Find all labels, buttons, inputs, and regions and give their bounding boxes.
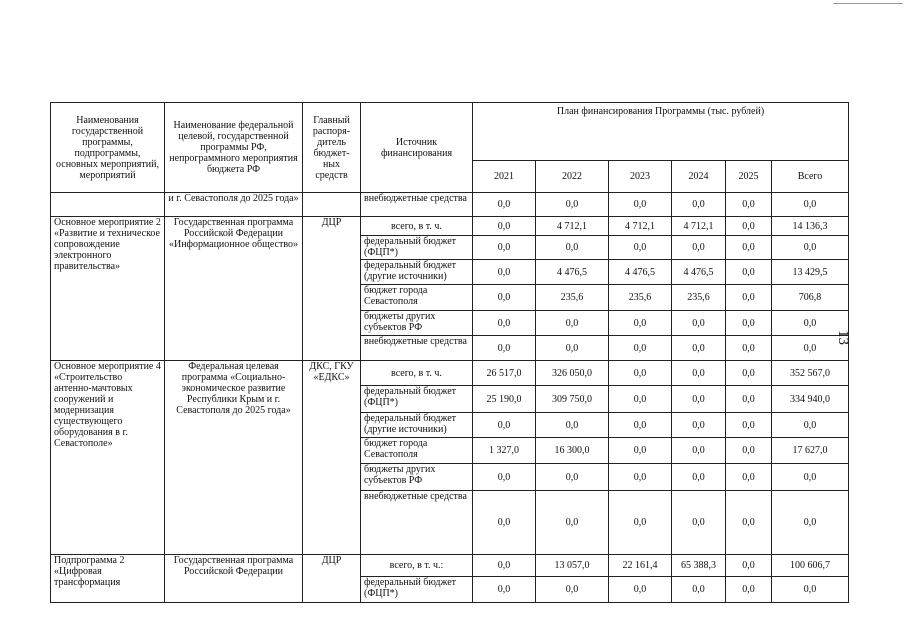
total-cell: 14 136,3 (772, 217, 849, 236)
total-cell: 0,0 (772, 336, 849, 361)
source-cell: внебюджетные средства (361, 336, 473, 361)
total-cell: 706,8 (772, 285, 849, 311)
value-cell: 0,0 (473, 464, 536, 491)
value-cell: 16 300,0 (536, 438, 609, 464)
value-cell: 0,0 (672, 413, 726, 438)
activity-name: Основное мероприятие 4 «Строительство антенно-мачтовых сооружений и модернизация существующего оборудования в г. Севастополе» (51, 361, 165, 555)
value-cell: 0,0 (672, 311, 726, 336)
source-cell: бюджет города Севастополя (361, 438, 473, 464)
value-cell: 0,0 (609, 438, 672, 464)
value-cell: 0,0 (726, 193, 772, 217)
value-cell: 13 057,0 (536, 555, 609, 577)
activity-manager: ДКС, ГКУ «ЕДКС» (303, 361, 361, 555)
value-cell: 0,0 (473, 193, 536, 217)
header-year: 2022 (536, 161, 609, 193)
source-cell: бюджеты других субъектов РФ (361, 464, 473, 491)
activity-program: Государственная программа Российской Федерации «Информационное общество» (165, 217, 303, 361)
value-cell: 0,0 (726, 311, 772, 336)
activity-program: Федеральная целевая программа «Социально-экономическое развитие Республики Крым и г. Севастополя до 2025 года» (165, 361, 303, 555)
continuation-manager-cell (303, 193, 361, 217)
value-cell: 0,0 (473, 413, 536, 438)
value-cell: 0,0 (609, 491, 672, 555)
source-cell: федеральный бюджет (ФЦП*) (361, 577, 473, 603)
value-cell: 65 388,3 (672, 555, 726, 577)
value-cell: 0,0 (672, 577, 726, 603)
page-number: 13 (835, 330, 851, 345)
source-cell: бюджет города Севастополя (361, 285, 473, 311)
value-cell: 0,0 (609, 386, 672, 413)
value-cell: 0,0 (473, 311, 536, 336)
value-cell: 0,0 (609, 361, 672, 386)
value-cell: 4 712,1 (536, 217, 609, 236)
value-cell: 0,0 (672, 386, 726, 413)
total-cell: 0,0 (772, 464, 849, 491)
value-cell: 0,0 (536, 491, 609, 555)
total-cell: 352 567,0 (772, 361, 849, 386)
value-cell: 0,0 (672, 464, 726, 491)
value-cell: 22 161,4 (609, 555, 672, 577)
header-federal-program: Наименование федеральной целевой, государственной программы РФ, непрограммного мероприятия бюджета РФ (165, 103, 303, 193)
value-cell: 0,0 (609, 311, 672, 336)
source-cell: федеральный бюджет (ФЦП*) (361, 386, 473, 413)
value-cell: 235,6 (536, 285, 609, 311)
value-cell: 0,0 (726, 285, 772, 311)
activity-program: Государственная программа Российской Федерации (165, 555, 303, 603)
header-names: Наименования государственной программы, подпрограммы, основных мероприятий, мероприятий (51, 103, 165, 193)
source-cell: федеральный бюджет (другие источники) (361, 260, 473, 285)
source-cell: внебюджетные средства (361, 491, 473, 555)
value-cell: 0,0 (726, 464, 772, 491)
value-cell: 0,0 (726, 217, 772, 236)
value-cell: 0,0 (726, 361, 772, 386)
table-row (51, 555, 849, 577)
total-cell: 0,0 (772, 413, 849, 438)
value-cell: 0,0 (473, 555, 536, 577)
value-cell: 0,0 (609, 577, 672, 603)
value-cell: 0,0 (726, 438, 772, 464)
financing-table (50, 102, 849, 603)
total-cell: 0,0 (772, 236, 849, 260)
source-cell: всего, в т. ч. (361, 361, 473, 386)
value-cell: 0,0 (726, 236, 772, 260)
value-cell: 0,0 (726, 577, 772, 603)
source-cell: федеральный бюджет (ФЦП*) (361, 236, 473, 260)
total-cell: 334 940,0 (772, 386, 849, 413)
activity-name: Подпрограмма 2 «Цифровая трансформация (51, 555, 165, 603)
total-cell: 0,0 (772, 577, 849, 603)
continuation-name-cell (51, 193, 165, 217)
header-plan: План финансирования Программы (тыс. рублей) (473, 103, 849, 161)
value-cell: 1 327,0 (473, 438, 536, 464)
header-year: 2023 (609, 161, 672, 193)
source-cell: бюджеты других субъектов РФ (361, 311, 473, 336)
value-cell: 0,0 (473, 260, 536, 285)
header-manager: Главный распоря-дитель бюджет-ных средств (303, 103, 361, 193)
header-total: Всего (772, 161, 849, 193)
value-cell: 0,0 (536, 577, 609, 603)
activity-name: Основное мероприятие 2 «Развитие и техническое сопровождение электронного правительства» (51, 217, 165, 361)
value-cell: 0,0 (536, 193, 609, 217)
value-cell: 0,0 (726, 260, 772, 285)
value-cell: 4 712,1 (672, 217, 726, 236)
total-cell: 13 429,5 (772, 260, 849, 285)
value-cell: 4 712,1 (609, 217, 672, 236)
header-year: 2025 (726, 161, 772, 193)
value-cell: 0,0 (672, 438, 726, 464)
value-cell: 0,0 (609, 413, 672, 438)
continuation-program: и г. Севастополя до 2025 года» (165, 193, 303, 217)
header-year: 2021 (473, 161, 536, 193)
source-cell: всего, в т. ч.: (361, 555, 473, 577)
value-cell: 0,0 (536, 413, 609, 438)
value-cell: 4 476,5 (609, 260, 672, 285)
activity-manager: ДЦР (303, 555, 361, 603)
value-cell: 0,0 (726, 555, 772, 577)
value-cell: 235,6 (672, 285, 726, 311)
value-cell: 0,0 (609, 336, 672, 361)
value-cell: 0,0 (473, 236, 536, 260)
value-cell: 0,0 (473, 491, 536, 555)
value-cell: 309 750,0 (536, 386, 609, 413)
value-cell: 0,0 (609, 193, 672, 217)
value-cell: 0,0 (536, 236, 609, 260)
value-cell: 0,0 (726, 413, 772, 438)
table-row (51, 361, 849, 386)
header-source: Источник финансирования (361, 103, 473, 193)
total-cell: 0,0 (772, 491, 849, 555)
value-cell: 0,0 (672, 361, 726, 386)
total-cell: 100 606,7 (772, 555, 849, 577)
value-cell: 0,0 (536, 464, 609, 491)
value-cell: 0,0 (672, 193, 726, 217)
header-year: 2024 (672, 161, 726, 193)
value-cell: 26 517,0 (473, 361, 536, 386)
total-cell: 0,0 (772, 311, 849, 336)
value-cell: 0,0 (672, 236, 726, 260)
value-cell: 0,0 (473, 285, 536, 311)
value-cell: 235,6 (609, 285, 672, 311)
value-cell: 0,0 (536, 336, 609, 361)
value-cell: 0,0 (536, 311, 609, 336)
scan-edge-mark (833, 3, 903, 4)
continuation-source: внебюджетные средства (361, 193, 473, 217)
total-cell: 17 627,0 (772, 438, 849, 464)
value-cell: 0,0 (672, 491, 726, 555)
value-cell: 4 476,5 (672, 260, 726, 285)
value-cell: 0,0 (726, 386, 772, 413)
value-cell: 326 050,0 (536, 361, 609, 386)
value-cell: 0,0 (473, 577, 536, 603)
total-cell: 0,0 (772, 193, 849, 217)
value-cell: 0,0 (609, 236, 672, 260)
source-cell: всего, в т. ч. (361, 217, 473, 236)
value-cell: 0,0 (726, 336, 772, 361)
value-cell: 0,0 (473, 336, 536, 361)
source-cell: федеральный бюджет (другие источники) (361, 413, 473, 438)
value-cell: 0,0 (672, 336, 726, 361)
value-cell: 25 190,0 (473, 386, 536, 413)
value-cell: 0,0 (726, 491, 772, 555)
value-cell: 0,0 (473, 217, 536, 236)
value-cell: 0,0 (609, 464, 672, 491)
table-row (51, 217, 849, 236)
activity-manager: ДЦР (303, 217, 361, 361)
value-cell: 4 476,5 (536, 260, 609, 285)
